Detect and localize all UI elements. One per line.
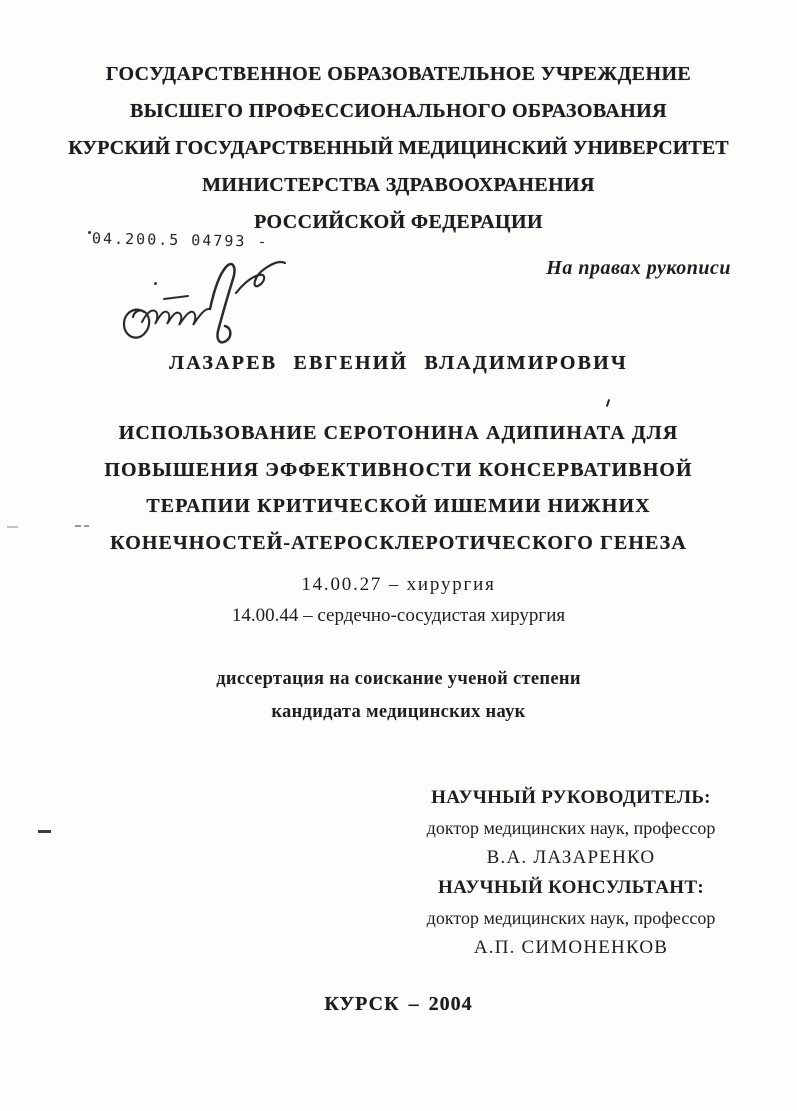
supervisor-name: В.А. ЛАЗАРЕНКО [486, 847, 656, 868]
dissertation-title [0, 415, 797, 561]
university-header-line-4: МИНИСТЕРСТВА ЗДРАВООХРАНЕНИЯ [202, 174, 595, 196]
city-year: КУРСК – 2004 [324, 993, 473, 1015]
specialty-codes [0, 570, 797, 631]
university-header-line-5: РОССИЙСКОЙ ФЕДЕРАЦИИ [254, 211, 543, 233]
handwritten-signature [112, 246, 292, 354]
consultant-heading: НАУЧНЫЙ КОНСУЛЬТАНТ: [438, 877, 704, 898]
dissertation-title-line-4: КОНЕЧНОСТЕЙ-АТЕРОСКЛЕРОТИЧЕСКОГО ГЕНЕЗА [110, 531, 687, 554]
university-header-line-2: ВЫСШЕГО ПРОФЕССИОНАЛЬНОГО ОБРАЗОВАНИЯ [130, 100, 667, 122]
consultant-name: А.П. СИМОНЕНКОВ [473, 937, 669, 958]
degree-statement-line-1: диссертация на соискание ученой степени [216, 669, 581, 689]
dissertation-title-line-2: ПОВЫШЕНИЯ ЭФФЕКТИВНОСТИ КОНСЕРВАТИВНОЙ [104, 458, 693, 481]
university-header [0, 56, 797, 241]
university-header-line-1: ГОСУДАРСТВЕННОЕ ОБРАЗОВАТЕЛЬНОЕ УЧРЕЖДЕНИЕ [105, 63, 692, 85]
advisors-block [410, 783, 732, 963]
scan-artifact-dash-4 [38, 830, 51, 833]
consultant-degree: доктор медицинских наук, профессор [426, 908, 716, 928]
ink-dot-artifact [154, 282, 157, 285]
degree-statement [0, 663, 797, 729]
dissertation-title-line-1: ИСПОЛЬЗОВАНИЕ СЕРОТОНИНА АДИПИНАТА ДЛЯ [118, 422, 679, 444]
specialty-code-2: 14.00.44 – сердечно-сосудистая хирургия [231, 604, 566, 626]
supervisor-heading: НАУЧНЫЙ РУКОВОДИТЕЛЬ: [431, 787, 711, 808]
scan-artifact-dash-1 [7, 526, 18, 528]
degree-statement-line-2: кандидата медицинских наук [271, 702, 526, 722]
specialty-code-1: 14.00.27 – хирургия [301, 574, 496, 595]
scan-artifact-dash-2 [75, 525, 81, 527]
supervisor-degree: доктор медицинских наук, профессор [426, 818, 716, 838]
tick-mark-artifact [606, 399, 610, 407]
scan-artifact-dash-3 [84, 525, 89, 527]
author-name: ЛАЗАРЕВ ЕВГЕНИЙ ВЛАДИМИРОВИЧ [169, 352, 628, 374]
stamp-leading-dot [88, 231, 91, 234]
dissertation-title-line-3: ТЕРАПИИ КРИТИЧЕСКОЙ ИШЕМИИ НИЖНИХ [146, 495, 651, 517]
university-header-line-3: КУРСКИЙ ГОСУДАРСТВЕННЫЙ МЕДИЦИНСКИЙ УНИВЕРСИТЕТ [68, 137, 729, 159]
manuscript-rights-note: На правах рукописи [546, 257, 731, 279]
signature-scrawl-icon [112, 246, 292, 354]
stamp-number: 04.200.5 04793 - [91, 229, 269, 251]
